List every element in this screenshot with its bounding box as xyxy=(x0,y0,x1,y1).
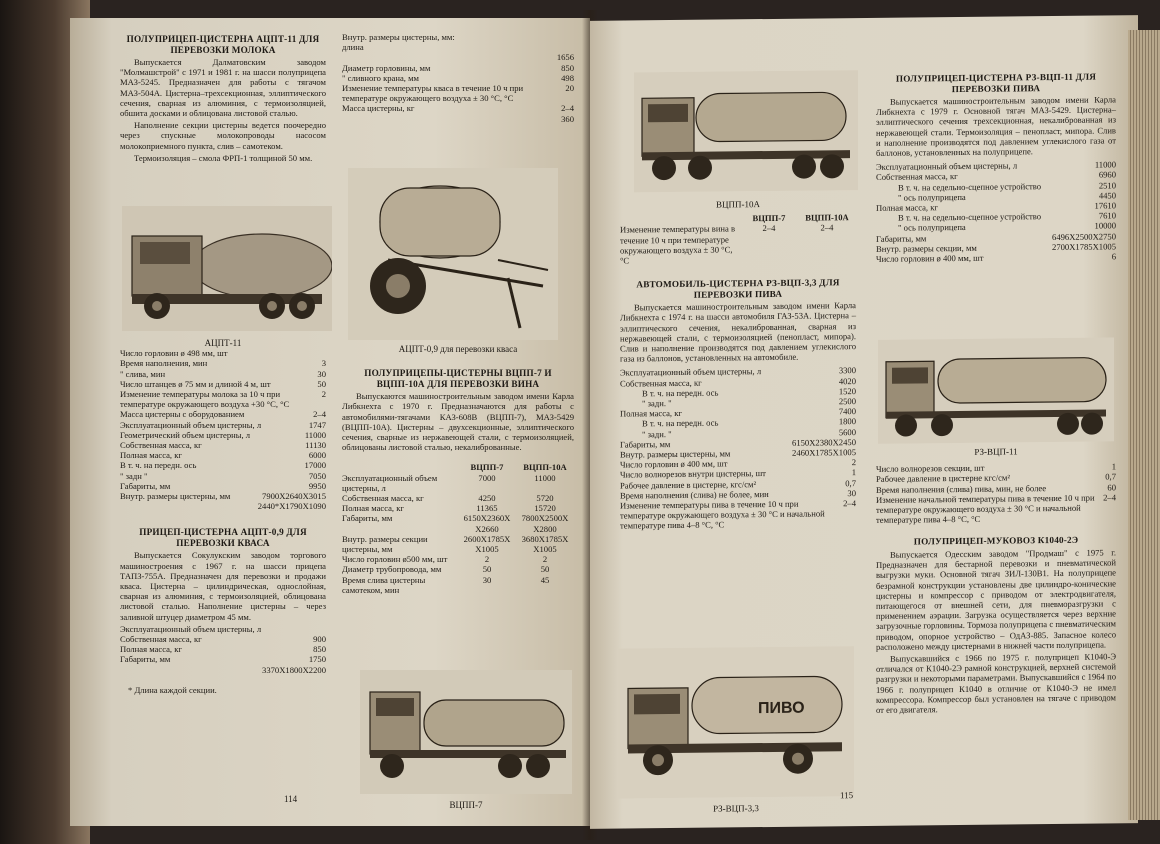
spec-row xyxy=(120,420,326,430)
spec-row xyxy=(120,654,326,664)
spec-value: 30 xyxy=(317,368,326,379)
spec-row xyxy=(120,348,326,358)
figure-caption-wrap xyxy=(618,800,854,815)
right-page xyxy=(590,15,1138,829)
spec-label: " задн " xyxy=(120,470,148,481)
spec-label: В т. ч. на передн. ось xyxy=(120,460,197,471)
table-cell: Число горловин ø500 мм, шт xyxy=(342,554,448,565)
paragraph: Наполнение секции цистерны ведется поочередно через спускные молокопроводы насосом молокоприемного пункта, слив – самотеком. xyxy=(120,120,326,151)
spec-value: 3300 xyxy=(838,365,856,376)
spec-list xyxy=(342,32,574,124)
spec-label: Внутр. размеры секции, мм xyxy=(876,242,977,254)
spec-label: " задн. " xyxy=(642,428,672,439)
spec-label: Время наполнения (слива) не более, мин xyxy=(620,488,769,501)
spec-label: Изменение температуры пива в течение 10 ч при температуре окружающего воздуха ± 30 °С и начальной температуре пива 4–8 °С, °С xyxy=(620,498,825,532)
trailer-illustration-acpt09 xyxy=(348,168,558,340)
spec-label: Масса цистерны, кг xyxy=(342,103,415,114)
paragraph: Выпускается машиностроительным заводом имени Карла Либкнехта с 1974 г. на шасси автомобиля ГАЗ-53А. Цистерна – эллиптического сечения, некалиброванная, сварная из нержавеющей стали, с термоизоляцией (пенопласт, мипора). Слив и наполнение производятся под давлением углекислого газа из баллонов, установленных на автомобиле. xyxy=(620,300,856,364)
section-title-rz-vcp11: ПОЛУПРИЦЕП-ЦИСТЕРНА РЗ-ВЦП-11 ДЛЯ ПЕРЕВОЗКИ ПИВА xyxy=(895,71,1097,94)
table-cell: 3680Х1785Х Х1005 xyxy=(521,533,569,555)
spec-value: 6960 xyxy=(1098,169,1116,180)
spec-row xyxy=(120,624,326,634)
spec-value: 7610 xyxy=(1098,210,1116,221)
table-cell: Изменение температуры вина в течение 10 ч при температуре окружающего воздуха ± 30 °С, °С xyxy=(620,223,736,266)
spec-value: 1 xyxy=(851,467,856,478)
spec-label: Эксплуатационный объем цистерны, л xyxy=(120,623,262,634)
spec-label: Число штанцев ø 75 мм и длиной 4 м, шт xyxy=(120,378,271,389)
spec-value: 9950 xyxy=(308,480,326,491)
spec-value: 900 xyxy=(313,634,326,645)
spec-value: 2 xyxy=(321,389,326,400)
spec-row xyxy=(120,501,326,511)
spec-label: " ось полуприцепа xyxy=(898,222,966,234)
spec-label: Габариты, мм xyxy=(876,232,927,244)
spec-label: Полная масса, кг xyxy=(120,450,182,461)
table-cell: 30 xyxy=(482,574,492,585)
table-cell: Время слива цистерны самотеком, мин xyxy=(342,574,426,595)
spec-row xyxy=(120,409,326,419)
spec-row xyxy=(342,52,574,62)
spec-label: Число горловин ø 400 мм, шт xyxy=(876,252,984,264)
spec-row xyxy=(876,251,1116,264)
spec-label: Число горловин ø 498 мм, шт xyxy=(120,348,228,359)
spec-label: В т. ч. на седельно-сцепное устройство xyxy=(898,211,1042,223)
spec-list xyxy=(120,348,326,511)
spec-value: 4450 xyxy=(1098,190,1116,201)
truck-illustration-acpt11 xyxy=(122,206,332,331)
spec-label: Собственная масса, кг xyxy=(120,440,202,451)
table-header-cell: ВЦПП-10А xyxy=(523,462,567,473)
truck-illustration-rz-vcp33 xyxy=(618,646,854,801)
spec-value: 498 xyxy=(561,72,574,83)
spec-row xyxy=(120,644,326,654)
spec-value: 2–4 xyxy=(561,103,574,114)
spec-label: длина xyxy=(342,42,364,53)
spec-value: 2–4 xyxy=(313,409,326,420)
table-header-cell: ВЦПП-10А xyxy=(805,212,849,223)
spec-row xyxy=(120,440,326,450)
paragraph: Выпускавшийся с 1966 по 1975 г. полуприцеп К1040-Э отличался от К1040-2Э рамной конструкцией, верхней системой разгрузки и некоторыми параметрами. Выпускавшийся с 1964 по 1966 г. полуприцеп К1040 в отличие от К1040-Э не имел компрессора. Компрессор был установлен на тягаче с приводом от его двигателя. xyxy=(876,651,1116,715)
section-title-acpt11: ПОЛУПРИЦЕП-ЦИСТЕРНА АЦПТ-11 ДЛЯ ПЕРЕВОЗКИ МОЛОКА xyxy=(126,34,320,55)
spec-value: 850 xyxy=(313,644,326,655)
figure-caption-wrap xyxy=(360,798,572,810)
spec-row xyxy=(120,634,326,644)
paragraph: Выпускается машиностроительным заводом имени Карла Либкнехта с 1979 г. Основной тягач МАЗ-5429. Цистерна–эллиптического сечения трехсекционная, некалиброванная из нержавеющей стали. Термоизоляция – пенопласт, мипора. Слив и наполнение производятся под давлением углекислого газа от баллонов, установленных на полуприцепе. xyxy=(876,94,1116,158)
spec-label: Рабочее давление в цистерне кгс/см² xyxy=(876,472,1010,485)
spec-value: 11000 xyxy=(1094,159,1116,170)
spec-row xyxy=(876,492,1116,525)
left-page xyxy=(70,18,590,826)
spec-label: Масса цистерны с оборудованием xyxy=(120,409,245,420)
spec-row xyxy=(120,481,326,491)
spec-label: Время наполнения, мин xyxy=(120,358,208,369)
spec-value: 6000 xyxy=(308,450,326,461)
spec-label: В т. ч. на передн. ось xyxy=(642,417,719,429)
section-title-k1040: ПОЛУПРИЦЕП-МУКОВОЗ К1040-2Э xyxy=(913,535,1079,547)
spec-label: " сливного крана, мм xyxy=(342,72,419,83)
spec-value: 7900Х2640Х3015 xyxy=(262,491,326,502)
spec-label: Изменение начальной температуры пива в течение 10 ч при температуре окружающего воздуха ± 30 °С и начальной температуре пива 4–8 °С, °С xyxy=(876,492,1095,526)
table-cell: 7800Х2500Х Х2800 xyxy=(521,513,569,534)
spec-value: 0,7 xyxy=(845,477,856,488)
spec-label: Собственная масса, кг xyxy=(876,171,958,183)
spec-value: 7050 xyxy=(308,470,326,481)
page-number-right: 115 xyxy=(840,790,854,801)
table-cell: 11000 xyxy=(534,472,556,483)
spec-row xyxy=(120,665,326,675)
table-cell: 2 xyxy=(542,554,548,565)
truck-illustration-rz-vcp11 xyxy=(878,337,1114,443)
spec-value: 11000 xyxy=(304,429,326,440)
spec-label: Диаметр горловины, мм xyxy=(342,62,431,73)
spec-value: 2 xyxy=(851,457,856,468)
paragraph: Термоизоляция – смола ФРП-1 толщиной 50 мм. xyxy=(134,152,313,163)
section-title-vcpp: ПОЛУПРИЦЕПЫ-ЦИСТЕРНЫ ВЦПП-7 И ВЦПП-10А ДЛЯ ПЕРЕВОЗКИ ВИНА xyxy=(364,368,552,389)
spec-label: В т. ч. на седельно-сцепное устройство xyxy=(898,180,1042,193)
spec-label: Габариты, мм xyxy=(120,654,171,665)
spec-label: Эксплуатационный объем цистерны, л xyxy=(876,160,1018,173)
spec-label: Число горловин ø 400 мм, шт xyxy=(620,458,728,470)
spec-value: 2460Х1785Х1005 xyxy=(792,447,856,458)
spec-value: 360 xyxy=(561,113,574,124)
spec-value: 17610 xyxy=(1094,200,1116,211)
section-title-rz-vcp33: АВТОМОБИЛЬ-ЦИСТЕРНА РЗ-ВЦП-3,3 ДЛЯ ПЕРЕВОЗКИ ПИВА xyxy=(636,277,840,300)
spec-row xyxy=(120,450,326,460)
right-column-2-lower xyxy=(876,443,1116,717)
spec-label: Собственная масса, кг xyxy=(120,634,202,645)
figure-caption: ВЦПП-10А xyxy=(716,199,760,210)
spec-value: 1800 xyxy=(838,416,856,427)
spec-value: 2440*Х1790Х1090 xyxy=(257,501,326,512)
table-cell: Собственная масса, кг xyxy=(342,493,424,504)
spec-value: 2700Х1785Х1005 xyxy=(1052,241,1116,252)
spec-value: 1520 xyxy=(838,385,856,397)
left-column-1-specs xyxy=(120,336,326,695)
spec-row xyxy=(342,63,574,73)
table-cell: 2600Х1785Х Х1005 xyxy=(463,533,511,555)
spec-list xyxy=(120,624,326,675)
spec-label: Внутр. размеры цистерны, мм xyxy=(120,491,231,502)
right-column-2 xyxy=(876,71,1116,264)
spec-row xyxy=(620,498,856,531)
table-cell: 2–4 xyxy=(762,223,776,234)
spec-value: 17000 xyxy=(304,460,326,471)
spec-value: 6 xyxy=(1111,251,1116,262)
table-cell: 5720 xyxy=(536,493,554,504)
spec-label: Полная масса, кг xyxy=(620,408,682,419)
spec-value: 30 xyxy=(847,487,856,499)
spec-row xyxy=(342,42,574,52)
spec-value: 1 xyxy=(1111,461,1116,472)
table-cell: 4250 xyxy=(478,493,496,504)
spec-list xyxy=(876,462,1116,526)
table-cell: 11365 xyxy=(476,503,498,514)
spec-label: Число волнорезов внутри цистерны, шт xyxy=(620,468,766,481)
table-header-cell xyxy=(342,462,458,472)
spec-value: 3370Х1800Х2200 xyxy=(262,664,326,675)
table-header-cell: ВЦПП-7 xyxy=(752,213,786,224)
spec-table xyxy=(342,473,574,595)
figure-caption: ВЦПП-7 xyxy=(449,800,483,810)
spec-list xyxy=(876,160,1116,265)
spec-list xyxy=(620,366,856,532)
spec-label: " слива, мин xyxy=(120,368,166,379)
table-cell: 7000 xyxy=(478,472,496,483)
spec-value: 60 xyxy=(1107,481,1116,493)
spec-row xyxy=(120,358,326,368)
figure-caption: РЗ-ВЦП-3,3 xyxy=(713,803,759,814)
spec-row xyxy=(120,491,326,501)
spec-row xyxy=(342,103,574,113)
spec-value: 2–4 xyxy=(843,498,856,509)
spec-row xyxy=(342,83,574,103)
spec-label: " задн. " xyxy=(642,398,672,409)
table-cell: Эксплуатационный объем цистерны, л xyxy=(342,472,438,493)
spec-value: 5600 xyxy=(838,426,856,437)
spec-row xyxy=(342,32,574,42)
figure-caption: АЦПТ-0,9 для перевозки кваса xyxy=(398,344,518,354)
spec-label: Геометрический объем цистерны, л xyxy=(120,429,251,440)
table-cell: 2–4 xyxy=(820,222,834,233)
figure-caption: АЦПТ-11 xyxy=(204,338,242,348)
spec-label: Время наполнения (слива) пива, мин, не более xyxy=(876,482,1047,495)
right-column-1 xyxy=(620,196,856,531)
spec-row xyxy=(120,460,326,470)
spec-row xyxy=(342,73,574,83)
spec-row xyxy=(120,369,326,379)
spec-label: Изменение температуры молока за 10 ч при температуре окружающего воздуха +30 °С, °С xyxy=(120,389,290,410)
table-header xyxy=(342,462,574,472)
table-cell: 50 xyxy=(540,564,550,575)
spec-label: Полная масса, кг xyxy=(876,202,938,213)
spec-value: 2510 xyxy=(1098,179,1116,191)
truck-side-label: ПИВО xyxy=(758,699,805,718)
table-cell: Внутр. размеры секции цистерны, мм xyxy=(342,533,428,555)
figure-caption: РЗ-ВЦП-11 xyxy=(974,446,1018,457)
table-cell: 15720 xyxy=(534,503,556,514)
table-cell: 2 xyxy=(484,554,490,565)
spec-value: 4020 xyxy=(838,375,856,386)
spec-label: Изменение температуры кваса в течение 10 ч при температуре окружающего воздуха ± 30 °С, °С xyxy=(342,83,524,104)
spec-row xyxy=(120,430,326,440)
spec-value: 20 xyxy=(565,83,574,94)
spec-value: 1750 xyxy=(308,654,326,665)
spec-value: 11130 xyxy=(305,440,326,451)
spec-value: 10000 xyxy=(1094,220,1116,232)
spec-row xyxy=(342,114,574,124)
spec-label: Число волнорезов секции, шт xyxy=(876,462,985,475)
paragraph: Выпускается Одесским заводом "Продмаш" с 1975 г. Предназначен для бестарной перевозки и пневматической выгрузки муки. Основной тягач ЗИЛ-130В1. На полуприцепе безрамной конструкции установлены две цилиндро-конические цистерны и компрессор с приводом от электродвигателя, питающегося от внешней сети, для пневморазгрузки с применением аэрации. Загрузка осуществляется через верхние загрузочные горловины. Тормоза полуприцепа с пневматическим приводом, опорное устройство – ОдАЗ-885. Запасное колесо расположено между цистернами в нижней части полуприцепа. xyxy=(876,547,1116,652)
spec-value: 1747 xyxy=(308,419,326,430)
left-column-1 xyxy=(120,34,326,165)
paragraph: Выпускаются машиностроительным заводом имени Карла Либкнехта с 1970 г. Предназначаются для работы с автомобилями-тягачами КАЗ-608В (ВЦПП-7), МАЗ-5429 (ВЦПП-10А). Цистерны – двухсекционные, эллиптического сечения, сварные из нержавеющей стали, с термоизоляцией, облицованы листовой сталью, некалиброванные. xyxy=(342,391,574,453)
spec-value: 50 xyxy=(317,378,326,389)
spec-value: 6496Х2500Х2750 xyxy=(1052,231,1116,242)
table-cell: 50 xyxy=(482,564,492,575)
left-column-2 xyxy=(342,32,574,124)
spec-label: Рабочее давление в цистерне, кгс/см² xyxy=(620,478,757,491)
spec-label: Эксплуатационный объем цистерны, л xyxy=(120,419,262,430)
spec-value: 6150Х2380Х2450 xyxy=(792,436,856,448)
footnote: * Длина каждой секции. xyxy=(128,684,217,695)
spec-row xyxy=(120,379,326,389)
paragraph: Выпускается Сокулукским заводом торгового машиностроения с 1967 г. на шасси прицепа ТАПЗ-755А. Предназначен для перевозки и продажи кваса. Цистерна – цилиндрическая, однослойная, сварная из алюминия, с термоизоляцией, облицована листовой сталью. Наполнение цистерны – через заливной штуцер диаметром 45 мм. xyxy=(120,550,326,622)
spec-value: 2500 xyxy=(838,396,856,407)
table-cell: Диаметр трубопровода, мм xyxy=(342,564,442,575)
spec-value: 2–4 xyxy=(1103,492,1116,503)
spec-label: Внутр. размеры цистерны, мм xyxy=(620,448,731,460)
spec-label: Собственная масса, кг xyxy=(620,377,702,389)
paragraph: Выпускается Далматовским заводом "Молмашстрой" с 1971 и 1981 г. на шасси полуприцепа МАЗ-5245. Предназначен для работы с тягачом МАЗ-504А. Цистерна–трехсекционная, эллиптического сечения, сварная из алюминия, с термоизоляцией, обшита досками и облицована листовой сталью. xyxy=(120,57,326,119)
truck-illustration-vcpp10a xyxy=(634,70,858,192)
spec-row xyxy=(120,471,326,481)
table-cell: 6150Х2360Х Х2660 xyxy=(463,513,511,534)
spec-label: Внутр. размеры цистерны, мм: xyxy=(342,32,455,42)
spec-label: " ось полуприцепа xyxy=(898,191,966,203)
table-cell: 45 xyxy=(540,574,550,585)
table-cell: Габариты, мм xyxy=(342,513,393,524)
section-title-acpt09: ПРИЦЕП-ЦИСТЕРНА АЦПТ-0,9 ДЛЯ ПЕРЕВОЗКИ КВАСА xyxy=(139,527,307,548)
page-stack-edge xyxy=(1128,30,1160,820)
truck-illustration-vcpp7 xyxy=(360,670,572,794)
spec-value: 850 xyxy=(561,62,574,73)
left-column-2-body xyxy=(342,342,574,595)
spec-label: Полная масса, кг xyxy=(120,644,182,655)
spec-table xyxy=(620,222,856,265)
spec-row xyxy=(120,389,326,409)
spec-value: 3 xyxy=(321,358,326,369)
spec-value: 1656 xyxy=(556,52,574,63)
spec-value: 7400 xyxy=(838,406,856,417)
spec-value: 0,7 xyxy=(1105,471,1116,482)
spec-label: Габариты, мм xyxy=(120,480,171,491)
spec-label: Габариты, мм xyxy=(620,438,671,450)
table-header-cell: ВЦПП-7 xyxy=(470,462,504,473)
page-number-left: 114 xyxy=(284,794,298,804)
spec-label: В т. ч. на передн. ось xyxy=(642,387,719,399)
spec-label: Эксплуатационный объем цистерны, л xyxy=(620,366,762,378)
table-cell: Полная масса, кг xyxy=(342,503,404,514)
